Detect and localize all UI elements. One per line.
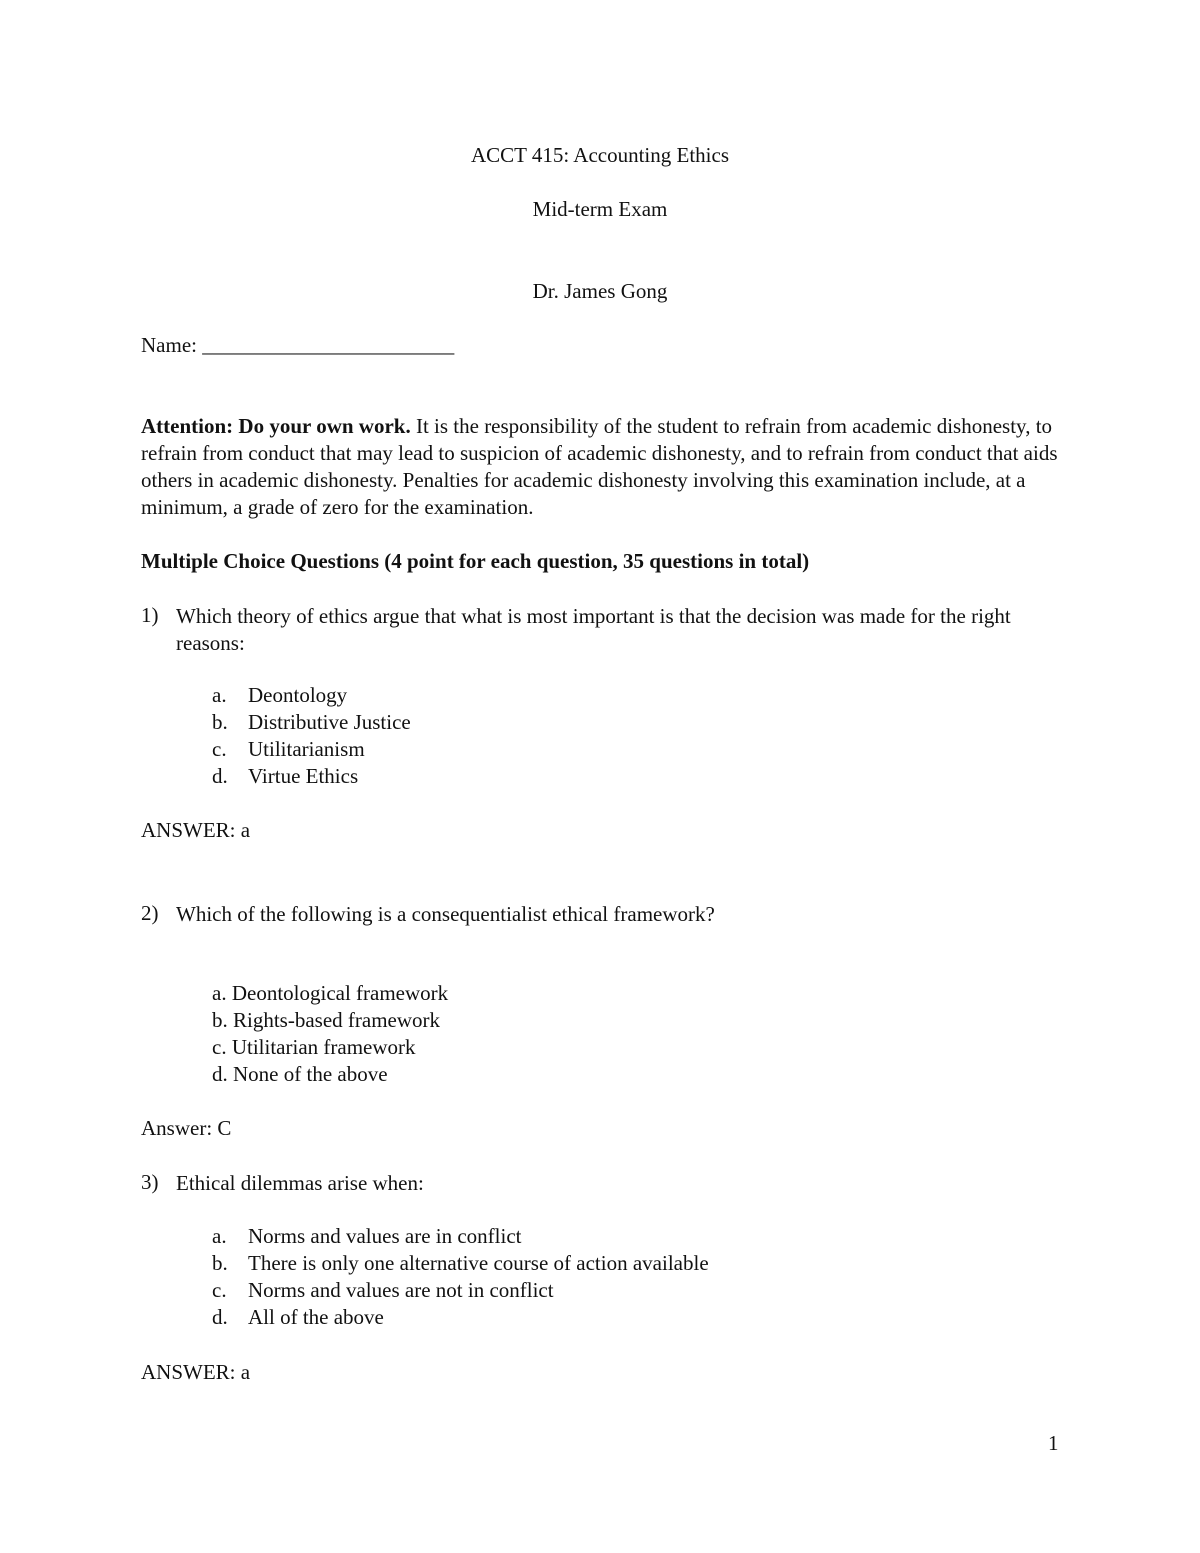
question-text: Which of the following is a consequentialist ethical framework? bbox=[176, 902, 715, 926]
name-field bbox=[141, 333, 454, 358]
option-b: b. There is only one alternative course of action available bbox=[212, 1251, 709, 1275]
attention-body: It is the responsibility of the student to refrain from academic dishonesty, to refrain from conduct that may lead to suspicion of academic dishonesty, and to refrain from conduct that aids others in academic dishonesty. Penalties for academic dishonesty involving this examination include, at a minimum, a grade of zero for the examination. bbox=[141, 414, 1058, 519]
name-blank: ________________________ bbox=[202, 333, 455, 357]
exam-title: Mid-term Exam bbox=[532, 197, 668, 221]
attention-paragraph bbox=[141, 413, 1061, 521]
course-title: ACCT 415: Accounting Ethics bbox=[470, 143, 730, 167]
option-a: a. Deontological framework bbox=[212, 981, 449, 1005]
option-d: d. Virtue Ethics bbox=[212, 764, 359, 788]
question-number: 3) bbox=[141, 1170, 159, 1194]
name-label: Name: bbox=[141, 333, 197, 357]
section-title: Multiple Choice Questions (4 point for each question, 35 questions in total) bbox=[141, 549, 810, 573]
option-b: b. Rights-based framework bbox=[212, 1008, 441, 1032]
option-a: a. Norms and values are in conflict bbox=[212, 1224, 522, 1248]
option-b: b. Distributive Justice bbox=[212, 710, 411, 734]
question-number: 2) bbox=[141, 901, 159, 925]
question-text: Ethical dilemmas arise when: bbox=[176, 1171, 424, 1195]
option-d: d. All of the above bbox=[212, 1305, 384, 1329]
option-c: c. Norms and values are not in conflict bbox=[212, 1278, 554, 1302]
answer: Answer: C bbox=[141, 1116, 232, 1140]
instructor-name: Dr. James Gong bbox=[532, 279, 668, 303]
answer: ANSWER: a bbox=[141, 818, 251, 842]
option-d: d. None of the above bbox=[212, 1062, 388, 1086]
page-number: 1 bbox=[1048, 1431, 1059, 1455]
option-a: a. Deontology bbox=[212, 683, 348, 707]
answer: ANSWER: a bbox=[141, 1360, 251, 1384]
question-text: Which theory of ethics argue that what is most important is that the decision was made for the right reasons: bbox=[176, 604, 1011, 655]
question-number: 1) bbox=[141, 603, 159, 627]
attention-lead: Attention: Do your own work. bbox=[141, 414, 411, 438]
option-c: c. Utilitarianism bbox=[212, 737, 365, 761]
option-c: c. Utilitarian framework bbox=[212, 1035, 416, 1059]
